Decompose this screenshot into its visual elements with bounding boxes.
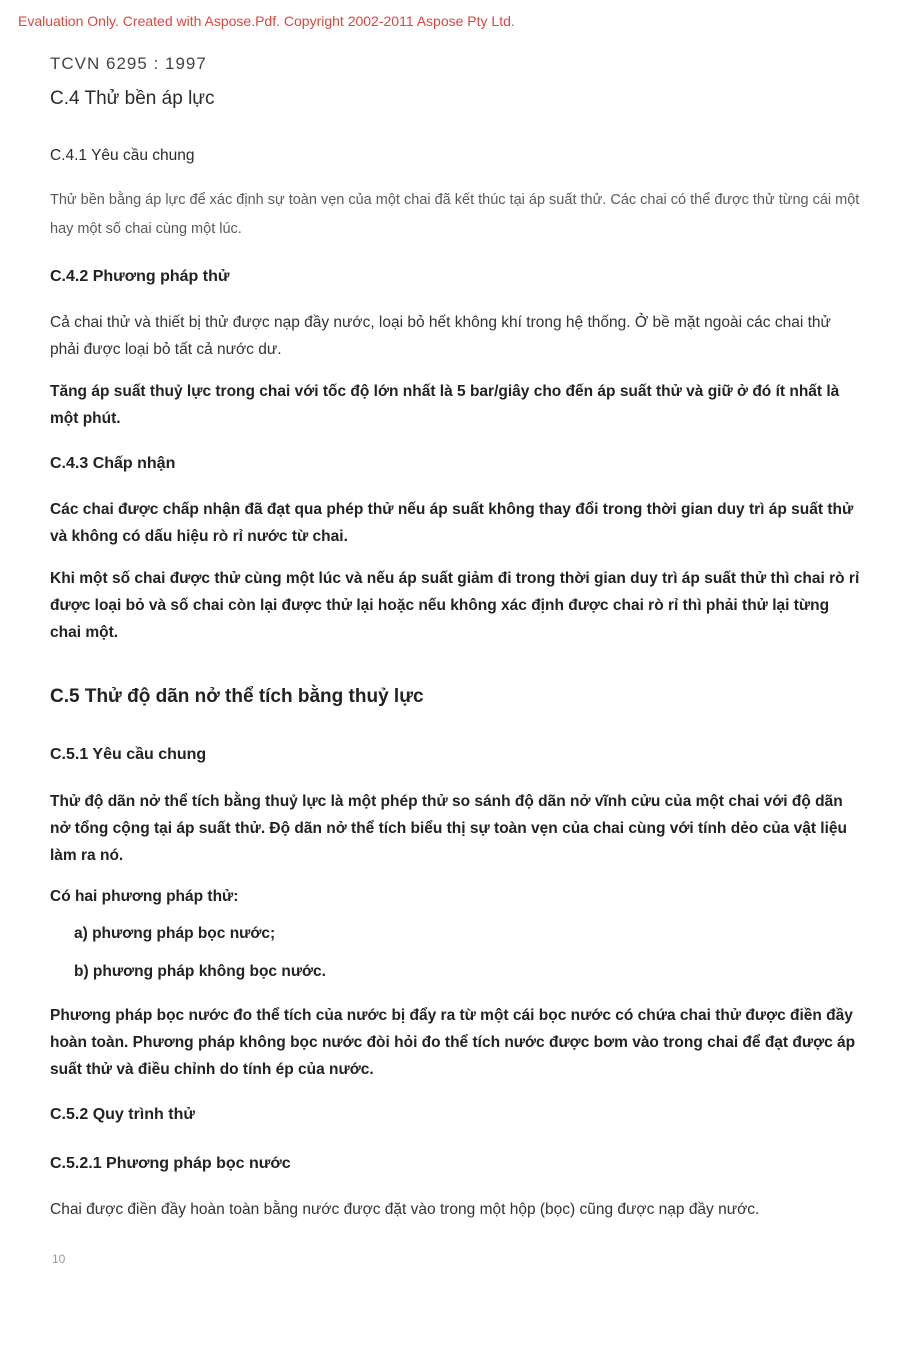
section-c52-heading: C.5.2 Quy trình thử [50,1106,195,1123]
section-c42-heading: C.4.2 Phương pháp thử [50,268,230,285]
section-c51-heading: C.5.1 Yêu cầu chung [50,746,207,763]
section-c43-heading: C.4.3 Chấp nhận [50,455,176,472]
method-list-item: b) phương pháp không bọc nước. [74,963,326,980]
section-c43-paragraph-2: Khi một số chai được thử cùng một lúc và nếu áp suất giảm đi trong thời gian duy trì áp suất thử thì chai rò rỉ được loại bỏ và số chai còn lại được thử lại hoặc nếu không xác định được chai rò rỉ thì phải thử lại từng chai một. [50,570,860,641]
section-c42-paragraph-2: Tăng áp suất thuỷ lực trong chai với tốc độ lớn nhất là 5 bar/giây cho đến áp suất thử và giữ ở đó ít nhất là một phút. [50,383,840,427]
section-c43-paragraph-1: Các chai được chấp nhận đã đạt qua phép thử nếu áp suất không thay đổi trong thời gian duy trì áp suất thử và không có dấu hiệu rò rỉ nước từ chai. [50,501,854,545]
section-c521-heading: C.5.2.1 Phương pháp bọc nước [50,1155,291,1172]
page-number: 10 [52,1252,66,1266]
section-c51-paragraph-3: Phương pháp bọc nước đo thể tích của nước bị đẩy ra từ một cái bọc nước có chứa chai thử được điền đầy hoàn toàn. Phương pháp không bọc nước đòi hỏi đo thể tích nước được bơm vào trong chai để đạt được áp suất thử và điều chỉnh do tính ép của nước. [50,1007,856,1078]
section-c51-paragraph-2: Có hai phương pháp thử: [50,888,239,905]
section-c521-text: Chai được điền đầy hoàn toàn bằng nước được đặt vào trong một hộp (bọc) cũng được nạp đầy nước. [50,1201,760,1218]
standard-code: TCVN 6295 : 1997 [50,54,207,73]
section-c41-heading: C.4.1 Yêu cầu chung [50,147,195,164]
section-c41-text: Thử bền bằng áp lực để xác định sự toàn vẹn của một chai đã kết thúc tại áp suất thử. Các chai có thể được thử từng cái một hay một số chai cùng một lúc. [50,192,860,237]
section-c42-paragraph-1: Cả chai thử và thiết bị thử được nạp đầy nước, loại bỏ hết không khí trong hệ thống. Ở bề mặt ngoài các chai thử phải được loại bỏ tất cả nước dư. [50,314,831,358]
section-c5-heading: C.5 Thử độ dãn nở thể tích bằng thuỷ lực [50,686,424,707]
method-list-item: a) phương pháp bọc nước; [74,925,276,942]
section-c51-paragraph-1: Thử độ dãn nở thể tích bằng thuỷ lực là một phép thử so sánh độ dãn nở vĩnh cửu của một chai với độ dãn nở tổng cộng tại áp suất thử. Độ dãn nở thể tích biểu thị sự toàn vẹn của chai cùng với tính dẻo của vật liệu làm ra nó. [50,793,847,864]
watermark-text: Evaluation Only. Created with Aspose.Pdf. Copyright 2002-2011 Aspose Pty Ltd. [18,13,515,29]
section-c4-heading: C.4 Thử bền áp lực [50,88,215,109]
